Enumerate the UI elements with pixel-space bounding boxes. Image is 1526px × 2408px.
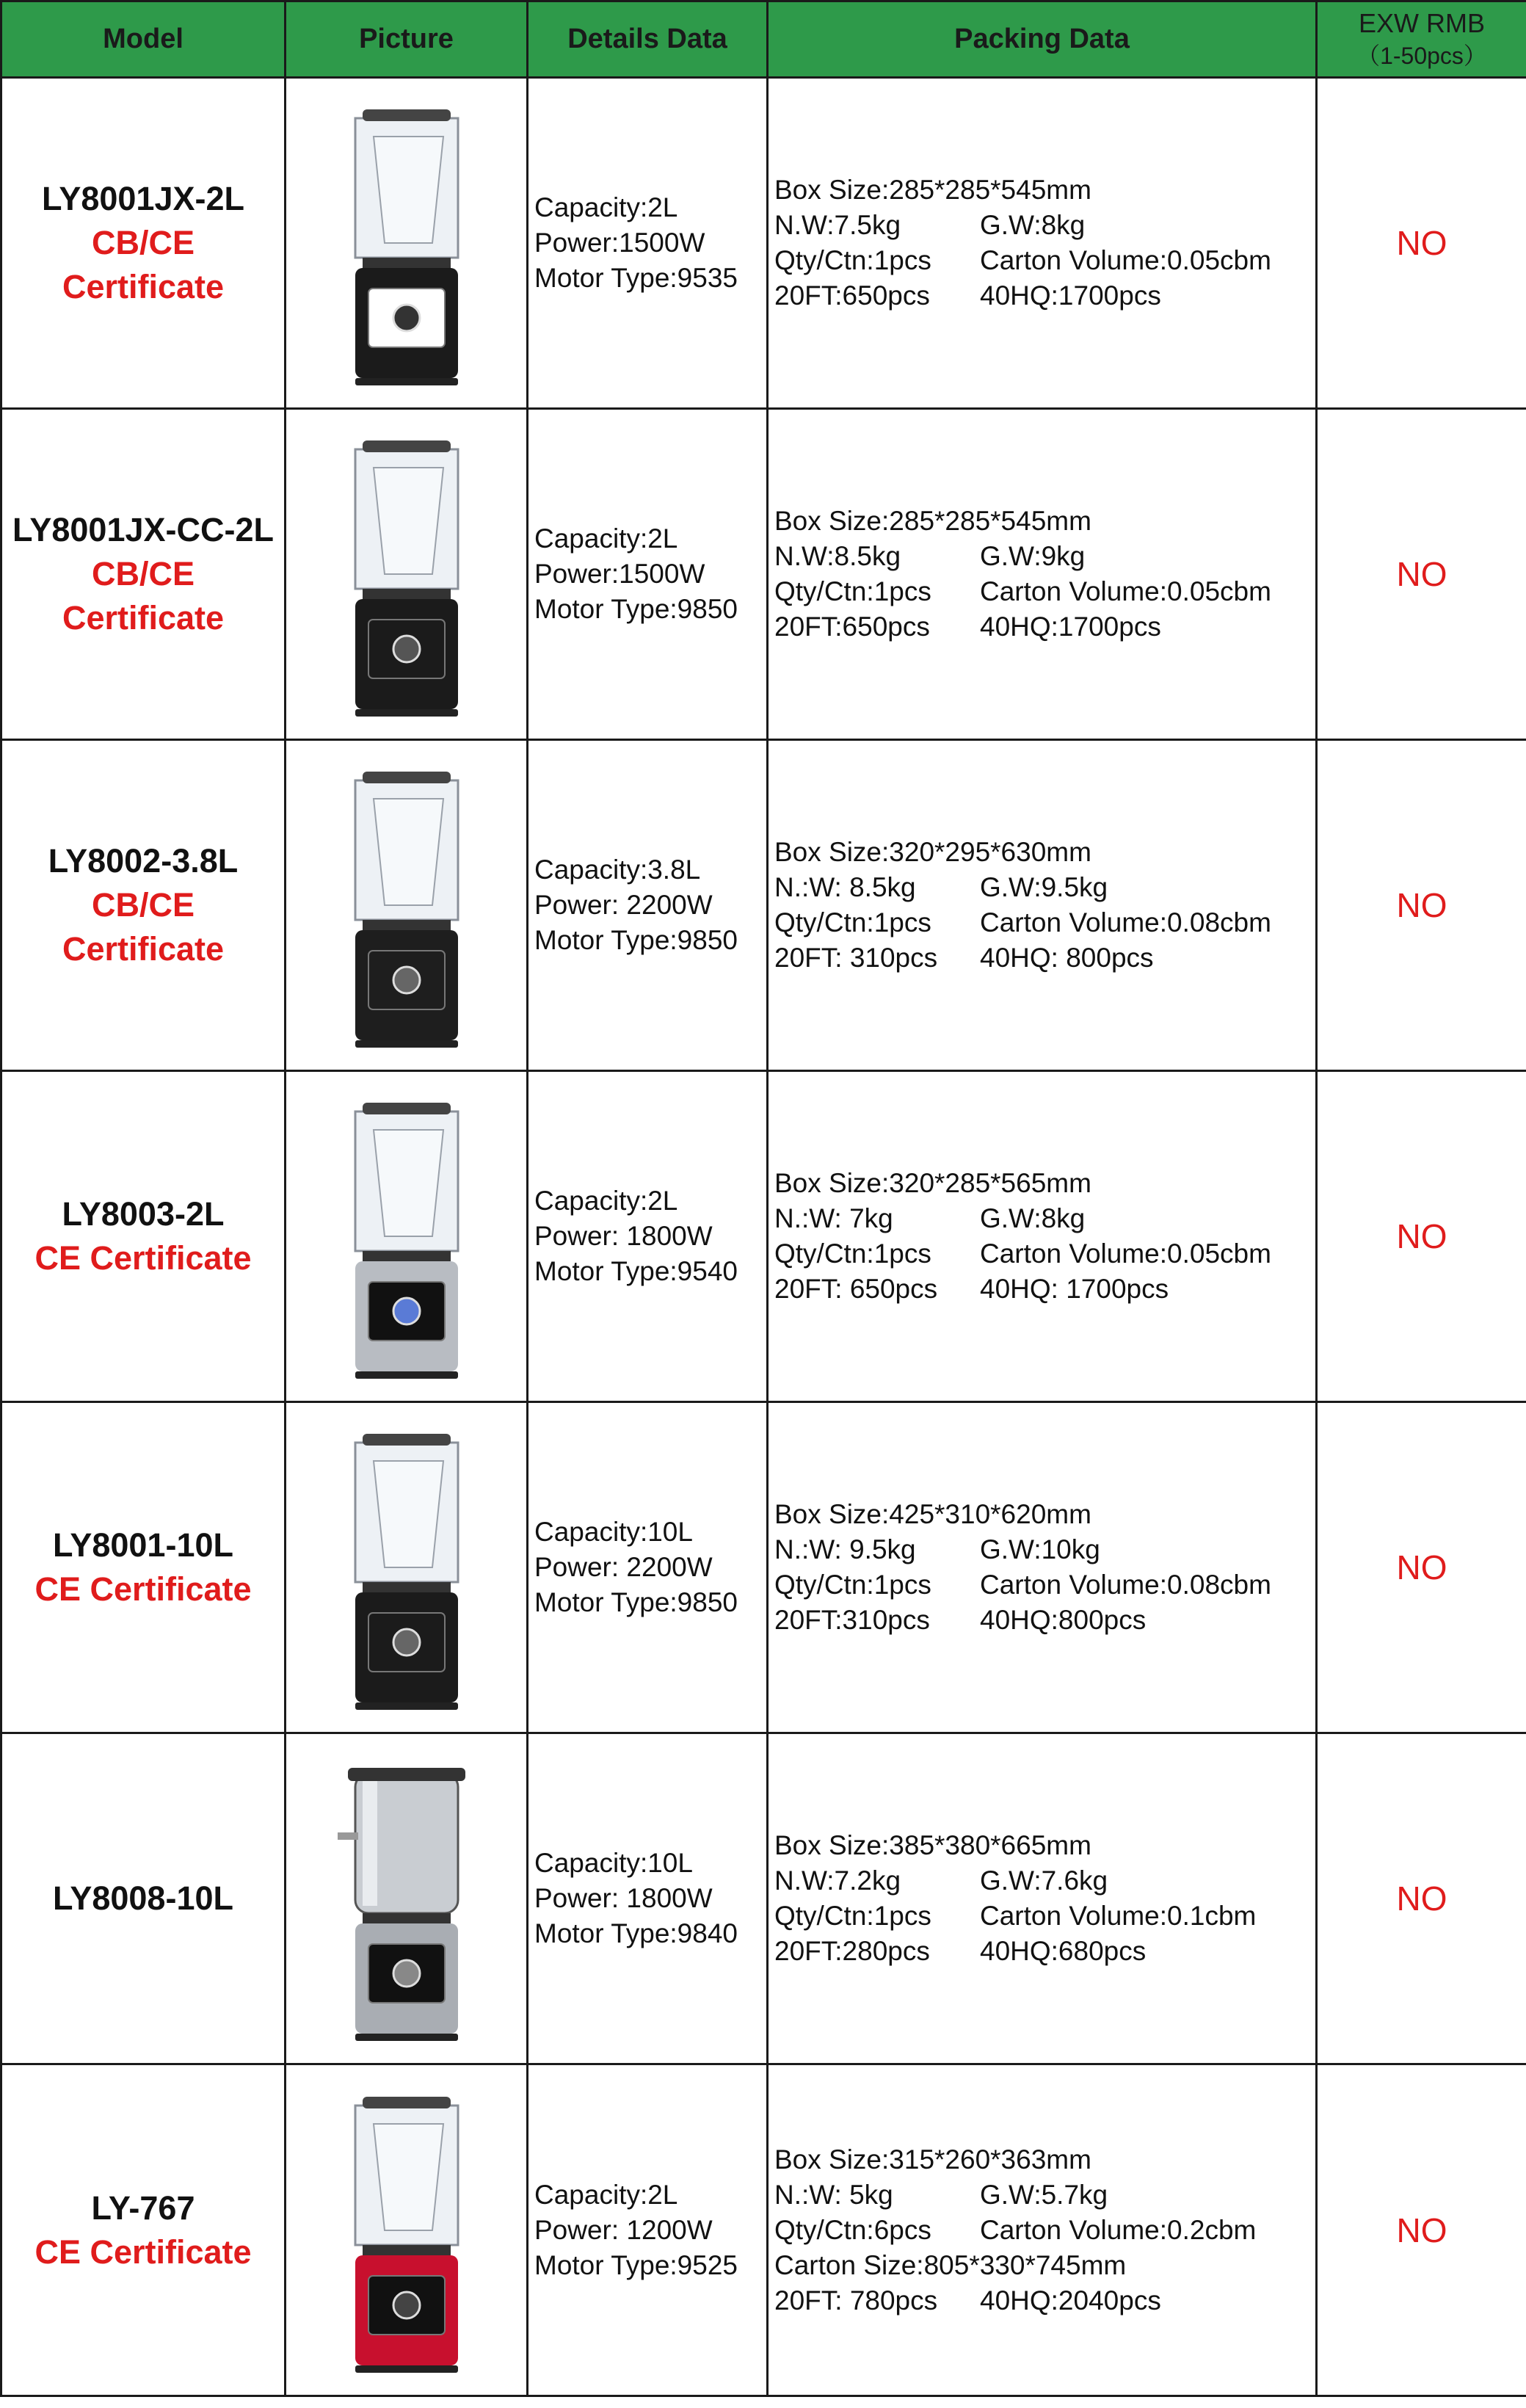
packing-value: N.W:7.5kg xyxy=(774,210,901,240)
details-cell xyxy=(528,409,768,740)
detail-line: Power:1500W xyxy=(534,228,705,258)
certificate-label: CE Certificate xyxy=(34,1570,252,1608)
packing-line xyxy=(774,1567,1315,1603)
model-name: LY8002-3.8L xyxy=(48,842,239,880)
packing-line xyxy=(774,2142,1315,2177)
blender-image xyxy=(333,96,480,390)
packing-value: N.:W: 7kg xyxy=(774,1203,893,1233)
details-cell xyxy=(528,1733,768,2064)
packing-value: G.W:5.7kg xyxy=(980,2179,1108,2210)
packing-value: Carton Volume:0.05cbm xyxy=(980,245,1271,275)
packing-line xyxy=(774,173,1315,208)
header-price xyxy=(1317,1,1526,78)
packing-line xyxy=(774,1272,1315,1307)
model-name: LY-767 xyxy=(91,2188,195,2227)
model-name: LY8001JX-2L xyxy=(41,180,245,217)
table-row xyxy=(1,78,1526,409)
packing-value: N.W:7.2kg xyxy=(774,1865,901,1896)
packing-value: 20FT: 310pcs xyxy=(774,943,938,973)
packing-line xyxy=(774,1497,1315,1532)
packing-line xyxy=(774,2248,1315,2283)
model-cell xyxy=(1,1402,286,1733)
picture-cell xyxy=(286,78,528,409)
packing-value: Box Size:425*310*620mm xyxy=(774,1499,1091,1529)
table-row xyxy=(1,2064,1526,2396)
packing-value: G.W:8kg xyxy=(980,210,1086,240)
detail-line: Motor Type:9850 xyxy=(534,925,738,955)
packing-value: 20FT: 650pcs xyxy=(774,1274,938,1304)
picture-cell xyxy=(286,2064,528,2396)
packing-value: N.W:8.5kg xyxy=(774,541,901,571)
packing-value: Qty/Ctn:1pcs xyxy=(774,1570,931,1600)
packing-line xyxy=(774,835,1315,870)
price-cell: NO xyxy=(1317,1733,1526,2064)
details-cell xyxy=(528,1071,768,1402)
header-price-line1: EXW RMB xyxy=(1358,7,1485,38)
table-row xyxy=(1,1733,1526,2064)
packing-value: Box Size:285*285*545mm xyxy=(774,175,1091,205)
packing-value: Carton Volume:0.1cbm xyxy=(980,1901,1257,1931)
blender-image xyxy=(333,758,480,1052)
packing-value: Box Size:385*380*665mm xyxy=(774,1830,1091,1860)
detail-line: Motor Type:9525 xyxy=(534,2249,738,2280)
packing-value: 40HQ:1700pcs xyxy=(980,280,1161,311)
header-price-line2: （1-50pcs） xyxy=(1356,42,1487,69)
packing-value: Box Size:320*285*565mm xyxy=(774,1168,1091,1198)
blender-image xyxy=(333,2084,480,2377)
table-row xyxy=(1,740,1526,1071)
detail-line: Capacity:2L xyxy=(534,523,678,554)
packing-value: Qty/Ctn:1pcs xyxy=(774,907,931,938)
packing-value: Qty/Ctn:1pcs xyxy=(774,245,931,275)
packing-line xyxy=(774,208,1315,243)
detail-line: Power:1500W xyxy=(534,559,705,589)
packing-line xyxy=(774,1236,1315,1272)
header-packing: Packing Data xyxy=(768,1,1317,78)
packing-line xyxy=(774,504,1315,539)
blender-image xyxy=(333,1089,480,1383)
packing-value: 40HQ:2040pcs xyxy=(980,2285,1161,2315)
detail-line: Motor Type:9535 xyxy=(534,263,738,293)
packing-value: Carton Volume:0.2cbm xyxy=(980,2214,1257,2245)
packing-value: 20FT: 780pcs xyxy=(774,2285,938,2315)
packing-line xyxy=(774,1603,1315,1638)
price-cell: NO xyxy=(1317,78,1526,409)
packing-line xyxy=(774,940,1315,976)
picture-cell xyxy=(286,1402,528,1733)
blender-image xyxy=(333,427,480,721)
picture-cell xyxy=(286,1733,528,2064)
detail-line: Capacity:2L xyxy=(534,1186,678,1216)
packing-value: N.:W: 5kg xyxy=(774,2179,893,2210)
certificate-label: CE Certificate xyxy=(34,2233,252,2271)
detail-line: Motor Type:9850 xyxy=(534,1587,738,1617)
detail-line: Capacity:10L xyxy=(534,1848,693,1878)
detail-line: Motor Type:9540 xyxy=(534,1256,738,1286)
detail-line: Power: 1200W xyxy=(534,2214,713,2245)
packing-line xyxy=(774,2177,1315,2213)
packing-line xyxy=(774,1899,1315,1934)
detail-line: Power: 2200W xyxy=(534,890,713,920)
packing-value: Box Size:315*260*363mm xyxy=(774,2144,1091,2175)
packing-value: 20FT:650pcs xyxy=(774,612,930,642)
packing-line xyxy=(774,278,1315,313)
detail-line: Capacity:10L xyxy=(534,1517,693,1547)
detail-line: Capacity:2L xyxy=(534,192,678,222)
packing-value: Box Size:320*295*630mm xyxy=(774,837,1091,867)
packing-value: Carton Volume:0.05cbm xyxy=(980,576,1271,606)
detail-line: Motor Type:9850 xyxy=(534,594,738,624)
packing-line xyxy=(774,243,1315,278)
packing-line xyxy=(774,905,1315,940)
packing-cell xyxy=(768,1402,1317,1733)
model-cell xyxy=(1,2064,286,2396)
price-cell: NO xyxy=(1317,740,1526,1071)
packing-line xyxy=(774,1828,1315,1863)
packing-value: 20FT:650pcs xyxy=(774,280,930,311)
packing-line xyxy=(774,539,1315,574)
model-name: LY8003-2L xyxy=(62,1195,225,1233)
header-row xyxy=(1,1,1526,78)
packing-value: G.W:7.6kg xyxy=(980,1865,1108,1896)
model-cell xyxy=(1,1071,286,1402)
detail-line: Power: 1800W xyxy=(534,1883,713,1913)
packing-value: G.W:9kg xyxy=(980,541,1086,571)
packing-value: 40HQ:680pcs xyxy=(980,1936,1147,1966)
blender-image xyxy=(333,1421,480,1714)
picture-cell xyxy=(286,740,528,1071)
packing-value: 20FT:310pcs xyxy=(774,1605,930,1635)
table-row xyxy=(1,1071,1526,1402)
packing-value: G.W:8kg xyxy=(980,1203,1086,1233)
packing-cell xyxy=(768,409,1317,740)
header-model: Model xyxy=(1,1,286,78)
detail-line: Power: 2200W xyxy=(534,1552,713,1582)
model-name: LY8001JX-CC-2L xyxy=(12,511,275,548)
packing-line xyxy=(774,1201,1315,1236)
table-row xyxy=(1,1402,1526,1733)
certificate-label: CE Certificate xyxy=(34,1239,252,1277)
packing-cell xyxy=(768,1071,1317,1402)
packing-line xyxy=(774,1934,1315,1969)
model-name: LY8008-10L xyxy=(52,1879,233,1917)
packing-line xyxy=(774,574,1315,609)
packing-line xyxy=(774,2283,1315,2318)
packing-line xyxy=(774,1166,1315,1201)
packing-value: G.W:10kg xyxy=(980,1534,1100,1564)
model-cell xyxy=(1,78,286,409)
model-cell xyxy=(1,409,286,740)
packing-value: N.:W: 8.5kg xyxy=(774,872,916,902)
detail-line: Motor Type:9840 xyxy=(534,1918,738,1948)
picture-cell xyxy=(286,1071,528,1402)
price-cell: NO xyxy=(1317,1071,1526,1402)
details-cell xyxy=(528,2064,768,2396)
certificate-label: CB/CE Certificate xyxy=(62,555,225,637)
packing-value: Carton Volume:0.05cbm xyxy=(980,1239,1271,1269)
packing-value: Carton Volume:0.08cbm xyxy=(980,1570,1271,1600)
model-cell xyxy=(1,1733,286,2064)
packing-value: 40HQ:800pcs xyxy=(980,1605,1147,1635)
packing-value: Qty/Ctn:1pcs xyxy=(774,576,931,606)
price-cell: NO xyxy=(1317,2064,1526,2396)
packing-value: Qty/Ctn:6pcs xyxy=(774,2214,931,2245)
packing-value: Qty/Ctn:1pcs xyxy=(774,1901,931,1931)
packing-value: 40HQ: 1700pcs xyxy=(980,1274,1169,1304)
model-cell xyxy=(1,740,286,1071)
packing-value: 20FT:280pcs xyxy=(774,1936,930,1966)
table-row xyxy=(1,409,1526,740)
blender-image xyxy=(333,1752,480,2045)
packing-cell xyxy=(768,78,1317,409)
detail-line: Power: 1800W xyxy=(534,1221,713,1251)
packing-value: Box Size:285*285*545mm xyxy=(774,506,1091,536)
packing-line xyxy=(774,1532,1315,1567)
details-cell xyxy=(528,78,768,409)
price-cell: NO xyxy=(1317,409,1526,740)
certificate-label: CB/CE Certificate xyxy=(62,886,225,968)
packing-value: Carton Size:805*330*745mm xyxy=(774,2249,1127,2280)
price-cell: NO xyxy=(1317,1402,1526,1733)
packing-value: 40HQ: 800pcs xyxy=(980,943,1154,973)
packing-value: Carton Volume:0.08cbm xyxy=(980,907,1271,938)
packing-value: Qty/Ctn:1pcs xyxy=(774,1239,931,1269)
packing-line xyxy=(774,1863,1315,1899)
picture-cell xyxy=(286,409,528,740)
packing-value: G.W:9.5kg xyxy=(980,872,1108,902)
packing-cell xyxy=(768,740,1317,1071)
detail-line: Capacity:2L xyxy=(534,2179,678,2210)
packing-cell xyxy=(768,2064,1317,2396)
model-name: LY8001-10L xyxy=(52,1526,233,1564)
packing-value: 40HQ:1700pcs xyxy=(980,612,1161,642)
header-picture: Picture xyxy=(286,1,528,78)
packing-line xyxy=(774,609,1315,645)
packing-line xyxy=(774,2213,1315,2248)
detail-line: Capacity:3.8L xyxy=(534,855,701,885)
details-cell xyxy=(528,1402,768,1733)
packing-cell xyxy=(768,1733,1317,2064)
header-details: Details Data xyxy=(528,1,768,78)
packing-line xyxy=(774,870,1315,905)
certificate-label: CB/CE Certificate xyxy=(62,224,225,305)
packing-value: N.:W: 9.5kg xyxy=(774,1534,916,1564)
details-cell xyxy=(528,740,768,1071)
